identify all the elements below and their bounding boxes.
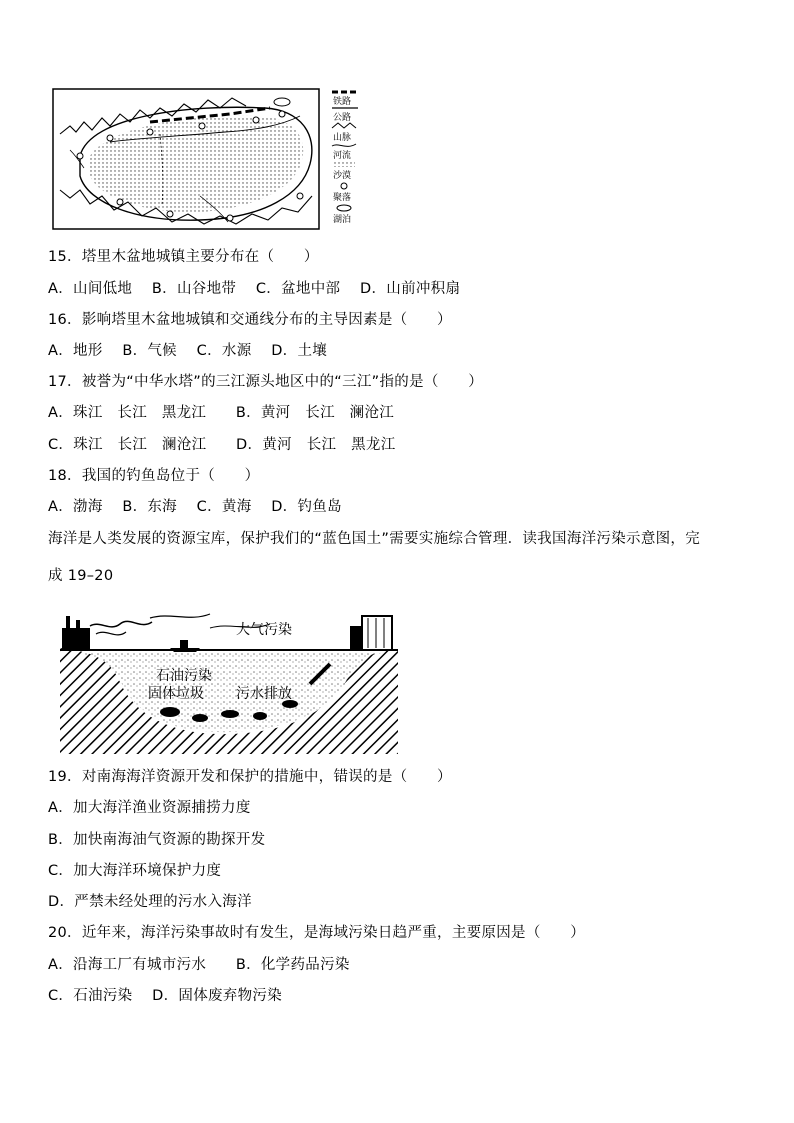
legend-river: 河流: [333, 151, 352, 161]
q18-options: A．渤海 B．东海 C．黄海 D．钓鱼岛: [48, 499, 342, 515]
legend-desert: 沙漠: [333, 171, 352, 181]
legend-mountain: 山脉: [333, 133, 352, 143]
label-sewage: 污水排放: [236, 686, 292, 702]
label-air-pollution: 大气污染: [236, 622, 292, 638]
legend-settlement: 聚落: [333, 193, 352, 203]
q19-option-b: B．加快南海油气资源的勘探开发: [48, 832, 266, 848]
ocean-pollution-drawing: [60, 604, 400, 754]
q20-options-row1: A．沿海工厂有城市污水 B．化学药品污染: [48, 957, 350, 973]
tarim-basin-map: [50, 86, 370, 234]
legend-railway: 铁路: [333, 97, 352, 107]
q19-stem: 19．对南海海洋资源开发和保护的措施中，错误的是（ ）: [48, 769, 452, 785]
label-solid-waste: 固体垃圾: [148, 686, 204, 702]
map-legend: [332, 92, 358, 225]
ocean-pollution-diagram: [60, 604, 400, 754]
label-oil-pollution: 石油污染: [156, 668, 212, 684]
q16-stem: 16．影响塔里木盆地城镇和交通线分布的主导因素是（ ）: [48, 312, 452, 328]
legend-highway: 公路: [333, 113, 352, 123]
q20-stem: 20．近年来，海洋污染事故时有发生，是海域污染日趋严重，主要原因是（ ）: [48, 925, 586, 941]
passage-line-2: 成 19–20: [48, 568, 114, 584]
q19-option-c: C．加大海洋环境保护力度: [48, 863, 222, 879]
q19-option-d: D．严禁未经处理的污水入海洋: [48, 894, 252, 910]
q17-options-row1: A．珠江 长江 黑龙江 B．黄河 长江 澜沧江: [48, 405, 395, 421]
passage-line-1: 海洋是人类发展的资源宝库，保护我们的“蓝色国土”需要实施综合管理．读我国海洋污染示意图，完: [48, 531, 701, 547]
q15-options: A．山间低地 B．山谷地带 C．盆地中部 D．山前冲积扇: [48, 281, 461, 297]
q18-stem: 18．我国的钓鱼岛位于（ ）: [48, 468, 260, 484]
legend-lake: 湖泊: [333, 215, 352, 225]
q15-stem: 15．塔里木盆地城镇主要分布在（ ）: [48, 249, 319, 265]
q17-options-row2: C．珠江 长江 澜沧江 D．黄河 长江 黑龙江: [48, 437, 396, 453]
q16-options: A．地形 B．气候 C．水源 D．土壤: [48, 343, 328, 359]
q17-stem: 17．被誉为“中华水塔”的三江源头地区中的“三江”指的是（ ）: [48, 374, 484, 390]
tarim-basin-map-drawing: [50, 86, 370, 234]
q19-option-a: A．加大海洋渔业资源捕捞力度: [48, 800, 251, 816]
q20-options-row2: C．石油污染 D．固体废弃物污染: [48, 988, 282, 1004]
